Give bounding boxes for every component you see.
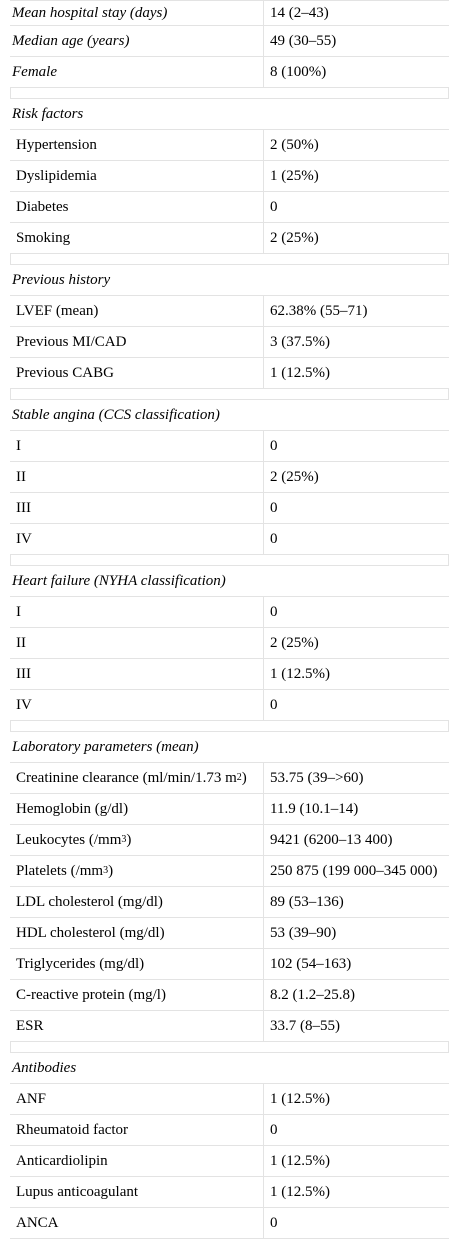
row-value: 1 (25%) [270, 167, 319, 184]
row-label: Median age (years) [10, 26, 264, 56]
table-row [10, 161, 449, 192]
row-label: III [10, 659, 264, 689]
row-value: 53 (39–90) [270, 924, 337, 941]
section-header-risk-factors [10, 99, 449, 130]
row-label: Hemoglobin (g/dl) [10, 794, 264, 824]
row-value: 250 875 (199 000–345 000) [270, 862, 438, 879]
row-value: 1 (12.5%) [270, 1090, 330, 1107]
close-paren: ) [241, 769, 247, 786]
table-row [10, 57, 449, 88]
section-spacer [10, 721, 449, 732]
row-value: 2 (25%) [270, 468, 319, 485]
row-label: Leukocytes (/mm 3 ) [10, 825, 264, 855]
table-row [10, 949, 449, 980]
row-label: IV [10, 690, 264, 720]
row-label: I [10, 431, 264, 461]
row-label: I [10, 597, 264, 627]
section-title: Risk factors [12, 105, 84, 122]
row-value: 62.38% (55–71) [270, 302, 368, 319]
row-value: 8 (100%) [270, 63, 327, 80]
table-row [10, 887, 449, 918]
row-value: 0 [270, 1214, 278, 1231]
table-row [10, 1115, 449, 1146]
table-row [10, 327, 449, 358]
table-row [10, 628, 449, 659]
table-row [10, 825, 449, 856]
table-row [10, 26, 449, 57]
section-header-heart-failure [10, 566, 449, 597]
row-value: 33.7 (8–55) [270, 1017, 340, 1034]
row-label: LDL cholesterol (mg/dl) [10, 887, 264, 917]
row-label: ANF [10, 1084, 264, 1114]
platelets-label: Platelets (/mm [16, 862, 104, 879]
table-row [10, 856, 449, 887]
row-value: 0 [270, 437, 278, 454]
section-spacer [10, 254, 449, 265]
row-label: Previous CABG [10, 358, 264, 388]
row-value: 49 (30–55) [270, 32, 337, 49]
section-header-laboratory [10, 732, 449, 763]
row-label: Rheumatoid factor [10, 1115, 264, 1145]
row-label: HDL cholesterol (mg/dl) [10, 918, 264, 948]
section-title: Antibodies [12, 1059, 77, 1076]
table-row [10, 192, 449, 223]
row-value: 89 (53–136) [270, 893, 344, 910]
table-row [10, 794, 449, 825]
row-value: 1 (12.5%) [270, 1152, 330, 1169]
row-value: 2 (50%) [270, 136, 319, 153]
row-label: Previous MI/CAD [10, 327, 264, 357]
section-title: Stable angina (CCS classification) [12, 406, 220, 423]
row-label: Platelets (/mm 3 ) [10, 856, 264, 886]
table-row [10, 524, 449, 555]
row-value: 53.75 (39–>60) [270, 769, 364, 786]
table-row [10, 0, 449, 26]
section-title: Laboratory parameters (mean) [12, 738, 199, 755]
row-label: C-reactive protein (mg/l) [10, 980, 264, 1010]
section-title: Heart failure (NYHA classification) [12, 572, 226, 589]
row-label: Diabetes [10, 192, 264, 222]
row-value: 9421 (6200–13 400) [270, 831, 393, 848]
row-value: 0 [270, 499, 278, 516]
row-label: II [10, 628, 264, 658]
row-label: II [10, 462, 264, 492]
table-row [10, 763, 449, 794]
creatinine-label: Creatinine clearance (ml/min/1.73 m [16, 769, 237, 786]
table-row [10, 690, 449, 721]
table-row [10, 493, 449, 524]
table-row [10, 462, 449, 493]
table-row [10, 358, 449, 389]
table-row [10, 431, 449, 462]
row-value: 11.9 (10.1–14) [270, 800, 359, 817]
row-value: 102 (54–163) [270, 955, 352, 972]
section-header-previous-history [10, 265, 449, 296]
row-label: ANCA [10, 1208, 264, 1238]
table-row [10, 1177, 449, 1208]
table-row [10, 130, 449, 161]
row-label: Dyslipidemia [10, 161, 264, 191]
row-value: 14 (2–43) [270, 4, 329, 21]
row-label: III [10, 493, 264, 523]
section-spacer [10, 1042, 449, 1053]
table-row [10, 1146, 449, 1177]
row-value: 0 [270, 198, 278, 215]
section-spacer [10, 389, 449, 400]
row-value: 0 [270, 696, 278, 713]
row-value: 0 [270, 530, 278, 547]
row-label: Triglycerides (mg/dl) [10, 949, 264, 979]
close-paren: ) [126, 831, 132, 848]
row-value: 0 [270, 603, 278, 620]
close-paren: ) [108, 862, 114, 879]
table-row [10, 659, 449, 690]
table-row [10, 296, 449, 327]
row-value: 1 (12.5%) [270, 364, 330, 381]
row-label: Anticardiolipin [10, 1146, 264, 1176]
patient-characteristics-table [10, 0, 449, 1239]
row-label: Creatinine clearance (ml/min/1.73 m 2 ) [10, 763, 264, 793]
table-row [10, 597, 449, 628]
section-spacer [10, 555, 449, 566]
row-value: 8.2 (1.2–25.8) [270, 986, 355, 1003]
table-row [10, 918, 449, 949]
table-row [10, 980, 449, 1011]
row-value: 0 [270, 1121, 278, 1138]
row-label: Smoking [10, 223, 264, 253]
table-row [10, 1011, 449, 1042]
row-label: ESR [10, 1011, 264, 1041]
section-title: Previous history [12, 271, 111, 288]
row-value: 2 (25%) [270, 634, 319, 651]
row-label: LVEF (mean) [10, 296, 264, 326]
section-spacer [10, 88, 449, 99]
row-label: Lupus anticoagulant [10, 1177, 264, 1207]
row-label: IV [10, 524, 264, 554]
row-value: 3 (37.5%) [270, 333, 330, 350]
row-label: Female [10, 57, 264, 87]
row-value: 1 (12.5%) [270, 1183, 330, 1200]
table-row [10, 1084, 449, 1115]
section-header-antibodies [10, 1053, 449, 1084]
row-value: 2 (25%) [270, 229, 319, 246]
leukocytes-label: Leukocytes (/mm [16, 831, 122, 848]
table-row [10, 1208, 449, 1239]
section-header-stable-angina [10, 400, 449, 431]
row-value: 1 (12.5%) [270, 665, 330, 682]
row-label: Hypertension [10, 130, 264, 160]
row-label: Mean hospital stay (days) [10, 1, 264, 25]
table-row [10, 223, 449, 254]
